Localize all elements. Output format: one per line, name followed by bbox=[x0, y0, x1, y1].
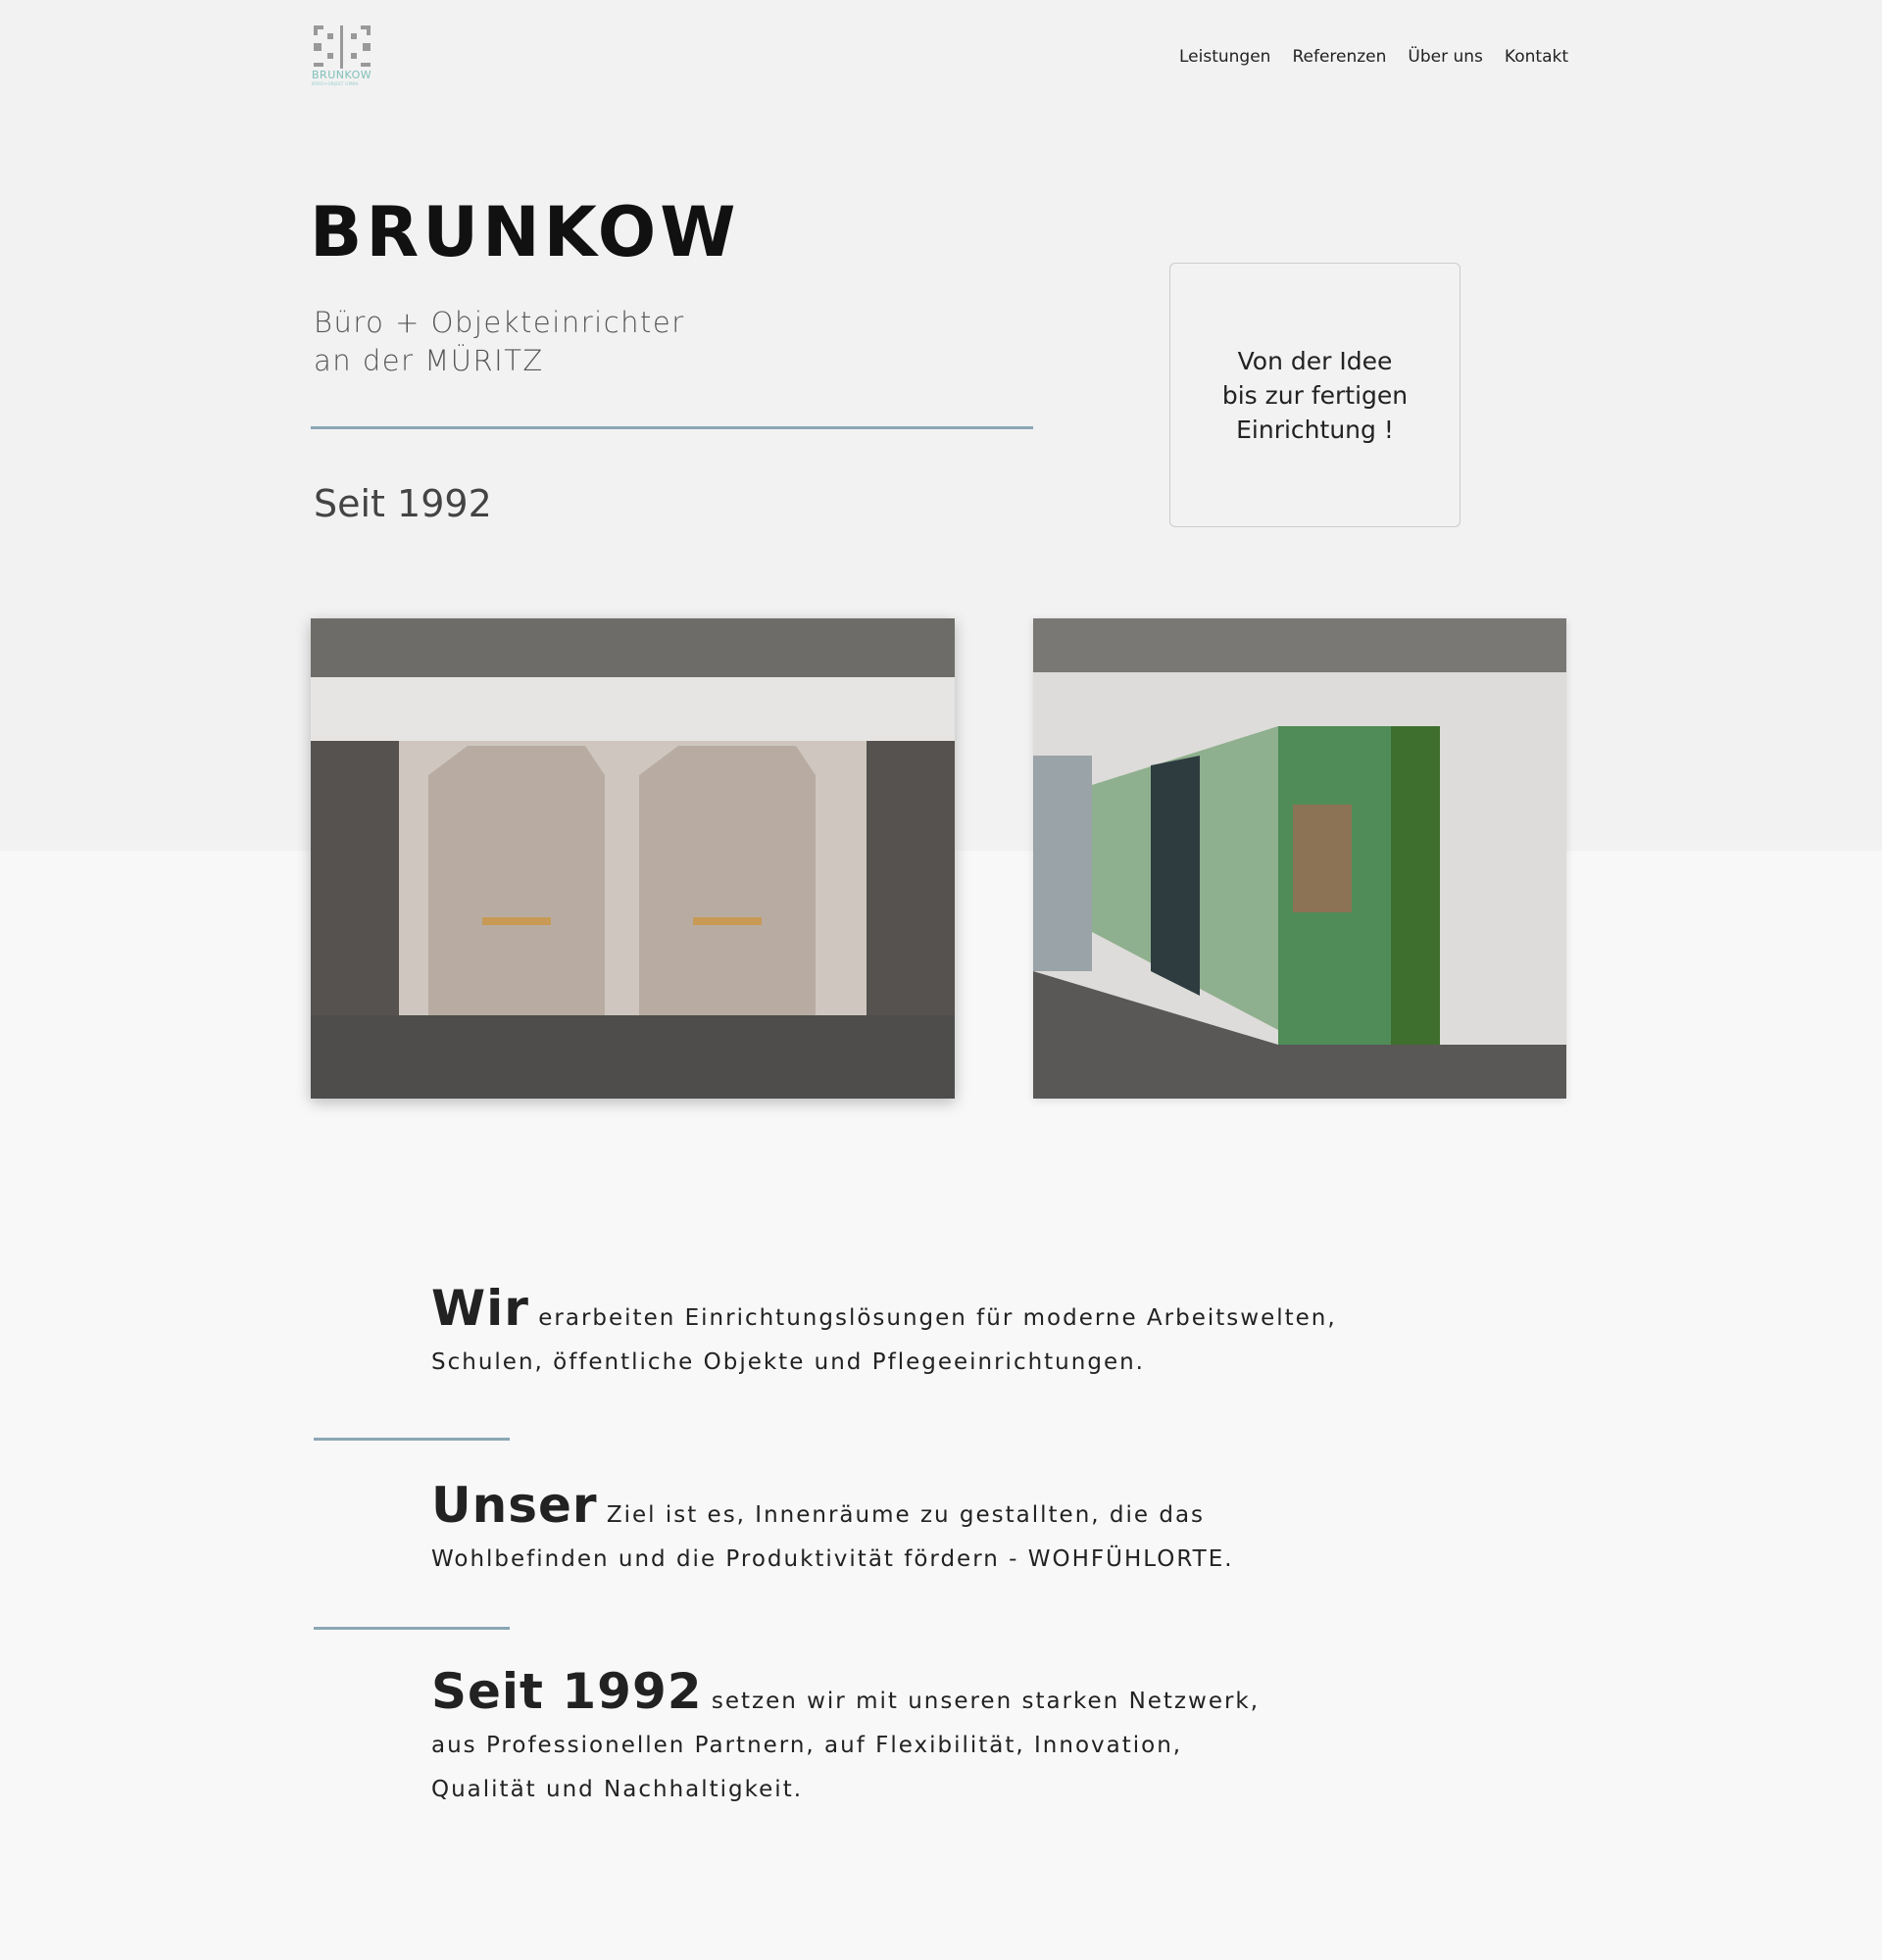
office-booths-image bbox=[311, 618, 955, 1099]
nav-kontakt[interactable]: Kontakt bbox=[1504, 47, 1568, 67]
subtitle-line: Büro + Objekteinrichter bbox=[314, 306, 685, 339]
slogan-box bbox=[1169, 263, 1461, 527]
paragraph-text: erarbeiten Einrichtungslösungen für moderne Arbeitswelten, bbox=[528, 1305, 1337, 1331]
divider bbox=[314, 1438, 510, 1441]
history-paragraph bbox=[431, 1663, 1261, 1812]
slogan-line: Von der Idee bbox=[1237, 346, 1393, 375]
logo-name: BRUNKOW bbox=[312, 69, 372, 81]
goal-paragraph bbox=[431, 1477, 1234, 1582]
main-nav bbox=[1179, 47, 1568, 67]
nav-referenzen[interactable]: Referenzen bbox=[1292, 47, 1387, 67]
intro-paragraph bbox=[431, 1280, 1337, 1385]
paragraph-text: setzen wir mit unseren starken Netzwerk, bbox=[702, 1689, 1261, 1714]
slogan-line: bis zur fertigen bbox=[1221, 380, 1409, 410]
divider bbox=[311, 426, 1033, 429]
logo[interactable] bbox=[312, 25, 374, 90]
paragraph-lead: Unser bbox=[431, 1477, 598, 1534]
subtitle-line: an der MÜRITZ bbox=[314, 344, 544, 377]
paragraph-text: Wohlbefinden und die Produktivität fördern - WOHFÜHLORTE. bbox=[431, 1546, 1234, 1572]
since-label: Seit 1992 bbox=[314, 482, 492, 525]
paragraph-text: aus Professionellen Partnern, auf Flexibilität, Innovation, bbox=[431, 1733, 1183, 1758]
paragraph-lead: Seit 1992 bbox=[431, 1663, 703, 1720]
divider bbox=[314, 1627, 510, 1630]
logo-mark-icon bbox=[314, 25, 371, 69]
paragraph-text: Ziel ist es, Innenräume zu gestallten, die das bbox=[597, 1502, 1206, 1528]
hero-subtitle bbox=[314, 304, 685, 380]
nav-leistungen[interactable]: Leistungen bbox=[1179, 47, 1271, 67]
hero-title: BRUNKOW bbox=[310, 192, 740, 272]
slogan-line: Einrichtung ! bbox=[1236, 415, 1394, 444]
paragraph-text: Qualität und Nachhaltigkeit. bbox=[431, 1777, 804, 1802]
paragraph-text: Schulen, öffentliche Objekte und Pflegeeinrichtungen. bbox=[431, 1349, 1145, 1375]
nav-ueber-uns[interactable]: Über uns bbox=[1408, 47, 1483, 67]
paragraph-lead: Wir bbox=[431, 1280, 529, 1337]
lockers-image bbox=[1033, 618, 1566, 1099]
logo-subtitle: BÜRO+OBJEKT GMBH bbox=[312, 81, 359, 86]
